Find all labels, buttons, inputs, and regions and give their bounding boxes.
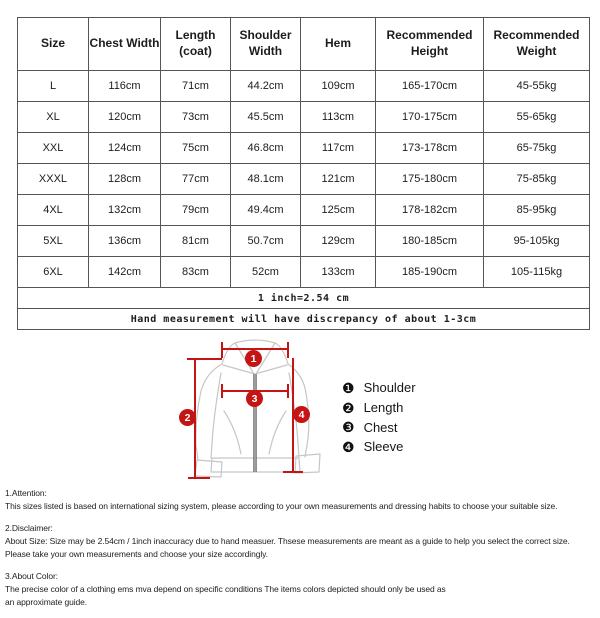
table-cell: 133cm [301, 257, 376, 288]
circled-four-icon: ❹ [342, 438, 355, 455]
note-heading: 1.Attention: [5, 488, 47, 498]
circled-three-icon: ❸ [342, 419, 355, 436]
table-cell: 77cm [161, 164, 231, 195]
measurement-note: Hand measurement will have discrepancy of about 1-3cm [18, 309, 590, 330]
table-cell: 65-75kg [484, 133, 590, 164]
note-attention [5, 487, 599, 513]
note-heading: 2.Disclaimer: [5, 523, 53, 533]
table-cell: 95-105kg [484, 226, 590, 257]
legend-item-shoulder [342, 378, 416, 398]
table-cell: 52cm [231, 257, 301, 288]
legend-item-sleeve [342, 437, 416, 457]
marker-sleeve: 4 [293, 406, 310, 423]
circled-two-icon: ❷ [342, 399, 355, 416]
table-cell: 44.2cm [231, 71, 301, 102]
table-cell: XXXL [18, 164, 89, 195]
legend-label: Length [363, 400, 404, 416]
column-header-chest-width: Chest Width [89, 18, 161, 71]
table-row [18, 71, 590, 102]
table-cell: 165-170cm [376, 71, 484, 102]
table-cell: 81cm [161, 226, 231, 257]
column-header-recommended-weight: Recommended Weight [484, 18, 590, 71]
conversion-note: 1 inch=2.54 cm [18, 288, 590, 309]
column-header-shoulder-width: Shoulder Width [231, 18, 301, 71]
table-cell: 48.1cm [231, 164, 301, 195]
table-cell: 45.5cm [231, 102, 301, 133]
table-cell: L [18, 71, 89, 102]
table-cell: 46.8cm [231, 133, 301, 164]
circled-one-icon: ❶ [342, 379, 355, 396]
table-cell: 116cm [89, 71, 161, 102]
table-row [18, 195, 590, 226]
marker-shoulder: 1 [245, 350, 262, 367]
table-cell: XL [18, 102, 89, 133]
table-cell: 121cm [301, 164, 376, 195]
table-cell: 73cm [161, 102, 231, 133]
table-cell: 50.7cm [231, 226, 301, 257]
table-cell: 105-115kg [484, 257, 590, 288]
table-cell: XXL [18, 133, 89, 164]
column-header-size: Size [18, 18, 89, 71]
table-cell: 173-178cm [376, 133, 484, 164]
column-header-length-coat: Length (coat) [161, 18, 231, 71]
measurement-note-row [18, 309, 590, 330]
column-header-recommended-height: Recommended Height [376, 18, 484, 71]
table-cell: 83cm [161, 257, 231, 288]
table-cell: 75cm [161, 133, 231, 164]
table-row [18, 133, 590, 164]
table-header-row [18, 18, 590, 71]
table-cell: 120cm [89, 102, 161, 133]
note-about-color [5, 570, 599, 609]
table-cell: 6XL [18, 257, 89, 288]
table-cell: 71cm [161, 71, 231, 102]
table-cell: 109cm [301, 71, 376, 102]
table-row [18, 257, 590, 288]
table-row [18, 102, 590, 133]
table-row [18, 226, 590, 257]
legend-item-length [342, 398, 416, 418]
table-cell: 75-85kg [484, 164, 590, 195]
table-cell: 129cm [301, 226, 376, 257]
size-chart-table [17, 17, 590, 330]
note-line: The precise color of a clothing ems mva depend on specific conditions The items colors depicted should only be used as [5, 584, 446, 594]
table-cell: 45-55kg [484, 71, 590, 102]
footer-notes [5, 487, 599, 618]
table-cell: 113cm [301, 102, 376, 133]
conversion-note-row [18, 288, 590, 309]
note-line: Please take your own measurements and choose your size accordingly. [5, 549, 268, 559]
table-cell: 128cm [89, 164, 161, 195]
table-cell: 79cm [161, 195, 231, 226]
table-cell: 185-190cm [376, 257, 484, 288]
table-cell: 180-185cm [376, 226, 484, 257]
measurement-legend [342, 378, 416, 457]
table-cell: 175-180cm [376, 164, 484, 195]
table-row [18, 164, 590, 195]
marker-chest: 3 [246, 390, 263, 407]
size-table-body [18, 71, 590, 288]
note-disclaimer [5, 522, 599, 561]
table-cell: 4XL [18, 195, 89, 226]
legend-label: Shoulder [363, 380, 416, 396]
table-cell: 136cm [89, 226, 161, 257]
table-cell: 5XL [18, 226, 89, 257]
table-cell: 55-65kg [484, 102, 590, 133]
table-cell: 132cm [89, 195, 161, 226]
column-header-hem: Hem [301, 18, 376, 71]
note-line: This sizes listed is based on international sizing system, please according to your own measurements and dressing habits to choose your suitable size. [5, 501, 558, 511]
marker-length: 2 [179, 409, 196, 426]
legend-item-chest [342, 417, 416, 437]
table-cell: 85-95kg [484, 195, 590, 226]
note-heading: 3.About Color: [5, 571, 58, 581]
legend-label: Chest [363, 419, 398, 435]
table-cell: 124cm [89, 133, 161, 164]
table-cell: 178-182cm [376, 195, 484, 226]
table-cell: 142cm [89, 257, 161, 288]
table-cell: 117cm [301, 133, 376, 164]
note-line: About Size: Size may be 2.54cm / 1inch inaccuracy due to hand measuer. Thsese measurements are meant as a guide to help you select the correct size. [5, 536, 570, 546]
table-cell: 170-175cm [376, 102, 484, 133]
legend-label: Sleeve [363, 439, 404, 455]
note-line: an approximate guide. [5, 597, 88, 607]
table-cell: 125cm [301, 195, 376, 226]
table-cell: 49.4cm [231, 195, 301, 226]
